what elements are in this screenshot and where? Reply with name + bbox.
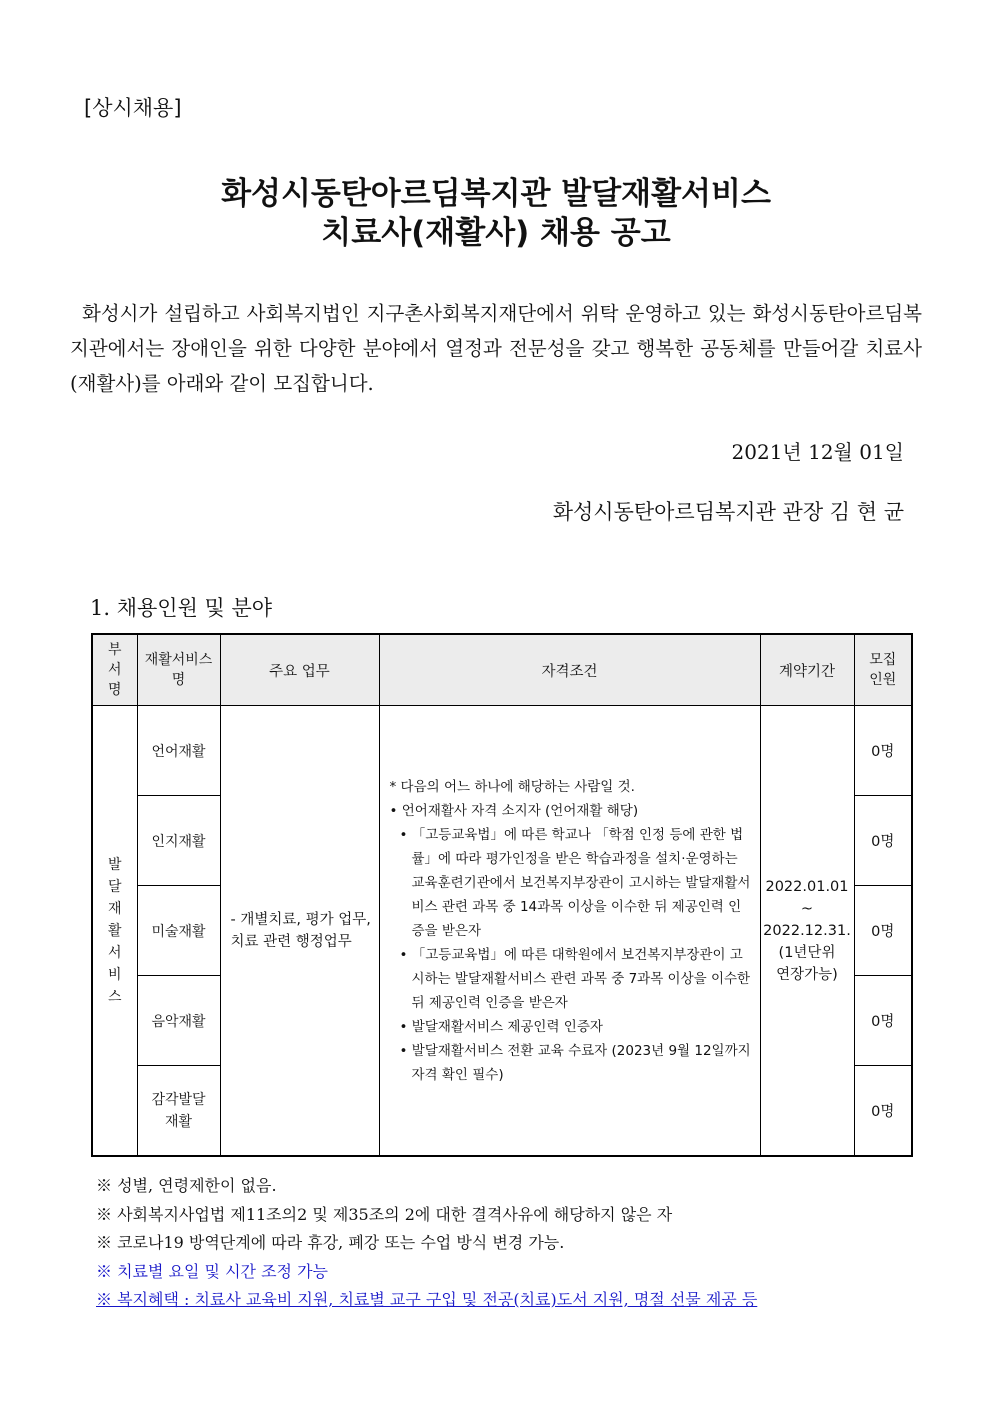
period-note: (1년단위 연장가능) (776, 944, 838, 983)
service-name: 미술재활 (137, 886, 220, 976)
service-name: 감각발달재활 (137, 1066, 220, 1157)
table-row (92, 706, 912, 796)
period-start: 2022.01.01 (765, 878, 849, 895)
qualification-cell (379, 706, 760, 1157)
header-qualification: 자격조건 (379, 634, 760, 706)
note-item: ※ 성별, 연령제한이 없음. (96, 1176, 277, 1195)
notes-list (96, 1172, 757, 1315)
qualification-item: • 「고등교육법」에 따른 대학원에서 보건복지부장관이 고시하는 발달재활서비스 관련 과목 중 7과목 이상을 이수한 뒤 제공인력 인증을 받은자 (399, 946, 751, 1011)
duty-cell: - 개별치료, 평가 업무, 치료 관련 행정업무 (220, 706, 379, 1157)
dept-cell: 발달재활서비스 (92, 706, 137, 1157)
header-service: 재활서비스명 (137, 634, 220, 706)
table-header-row (92, 634, 912, 706)
note-item: ※ 사회복지사업법 제11조의2 및 제35조의 2에 대한 결격사유에 해당하지 않은 자 (96, 1204, 673, 1224)
recruitment-table (91, 633, 913, 1157)
section-title: 1. 채용인원 및 분야 (90, 596, 273, 620)
contract-period-cell (760, 706, 854, 1157)
qualification-item: * 다음의 어느 하나에 해당하는 사람일 것. (389, 778, 635, 795)
qualification-item: • 발달재활서비스 제공인력 인증자 (399, 1018, 603, 1035)
header-period: 계약기간 (760, 634, 854, 706)
intro-paragraph: 화성시가 설립하고 사회복지법인 지구촌사회복지재단에서 위탁 운영하고 있는 화성시동탄아르딤복지관에서는 장애인을 위한 다양한 분야에서 열정과 전문성을 갖고 행복한 공동체를 만들어갈 치료사(재활사)를 아래와 같이 모집합니다. (70, 302, 922, 395)
period-separator: ~ (800, 900, 814, 917)
recruit-count: 0명 (854, 886, 912, 976)
note-item: ※ 코로나19 방역단계에 따라 휴강, 폐강 또는 수업 방식 변경 가능. (96, 1233, 565, 1252)
header-duty: 주요 업무 (220, 634, 379, 706)
note-item-benefits: ※ 복지혜택 : 치료사 교육비 지원, 치료별 교구 구입 및 전공(치료)도서 지원, 명절 선물 제공 등 (96, 1290, 758, 1309)
title-line-2: 치료사(재활사) 채용 공고 (321, 215, 671, 251)
recruit-count: 0명 (854, 706, 912, 796)
note-item-highlight: ※ 치료별 요일 및 시간 조정 가능 (96, 1261, 328, 1281)
qualification-item: • 언어재활사 자격 소지자 (언어재활 해당) (389, 802, 639, 819)
header-count: 모집인원 (854, 634, 912, 706)
service-name: 인지재활 (137, 796, 220, 886)
title-line-1: 화성시동탄아르딤복지관 발달재활서비스 (221, 176, 771, 212)
recruit-count: 0명 (854, 976, 912, 1066)
recruitment-tag: [상시채용] (84, 96, 182, 120)
qualification-item: • 「고등교육법」에 따른 학교나 「학점 인정 등에 관한 법률」에 따라 평가인정을 받은 학습과정을 설치·운영하는 교육훈련기관에서 보건복지부장관이 고시하는 발달재활서비스 관련 과목 중 14과목 이상을 이수한 뒤 제공인력 인증을 받은자 (399, 826, 751, 939)
announcement-date: 2021년 12월 01일 (731, 440, 904, 464)
director-signature: 화성시동탄아르딤복지관 관장 김 현 균 (552, 500, 904, 524)
service-name: 음악재활 (137, 976, 220, 1066)
period-end: 2022.12.31. (763, 922, 851, 939)
qualification-item: • 발달재활서비스 전환 교육 수료자 (2023년 9월 12일까지 자격 확인 필수) (399, 1042, 751, 1083)
service-name: 언어재활 (137, 706, 220, 796)
recruit-count: 0명 (854, 796, 912, 886)
header-dept: 부서명 (92, 634, 137, 706)
recruit-count: 0명 (854, 1066, 912, 1157)
